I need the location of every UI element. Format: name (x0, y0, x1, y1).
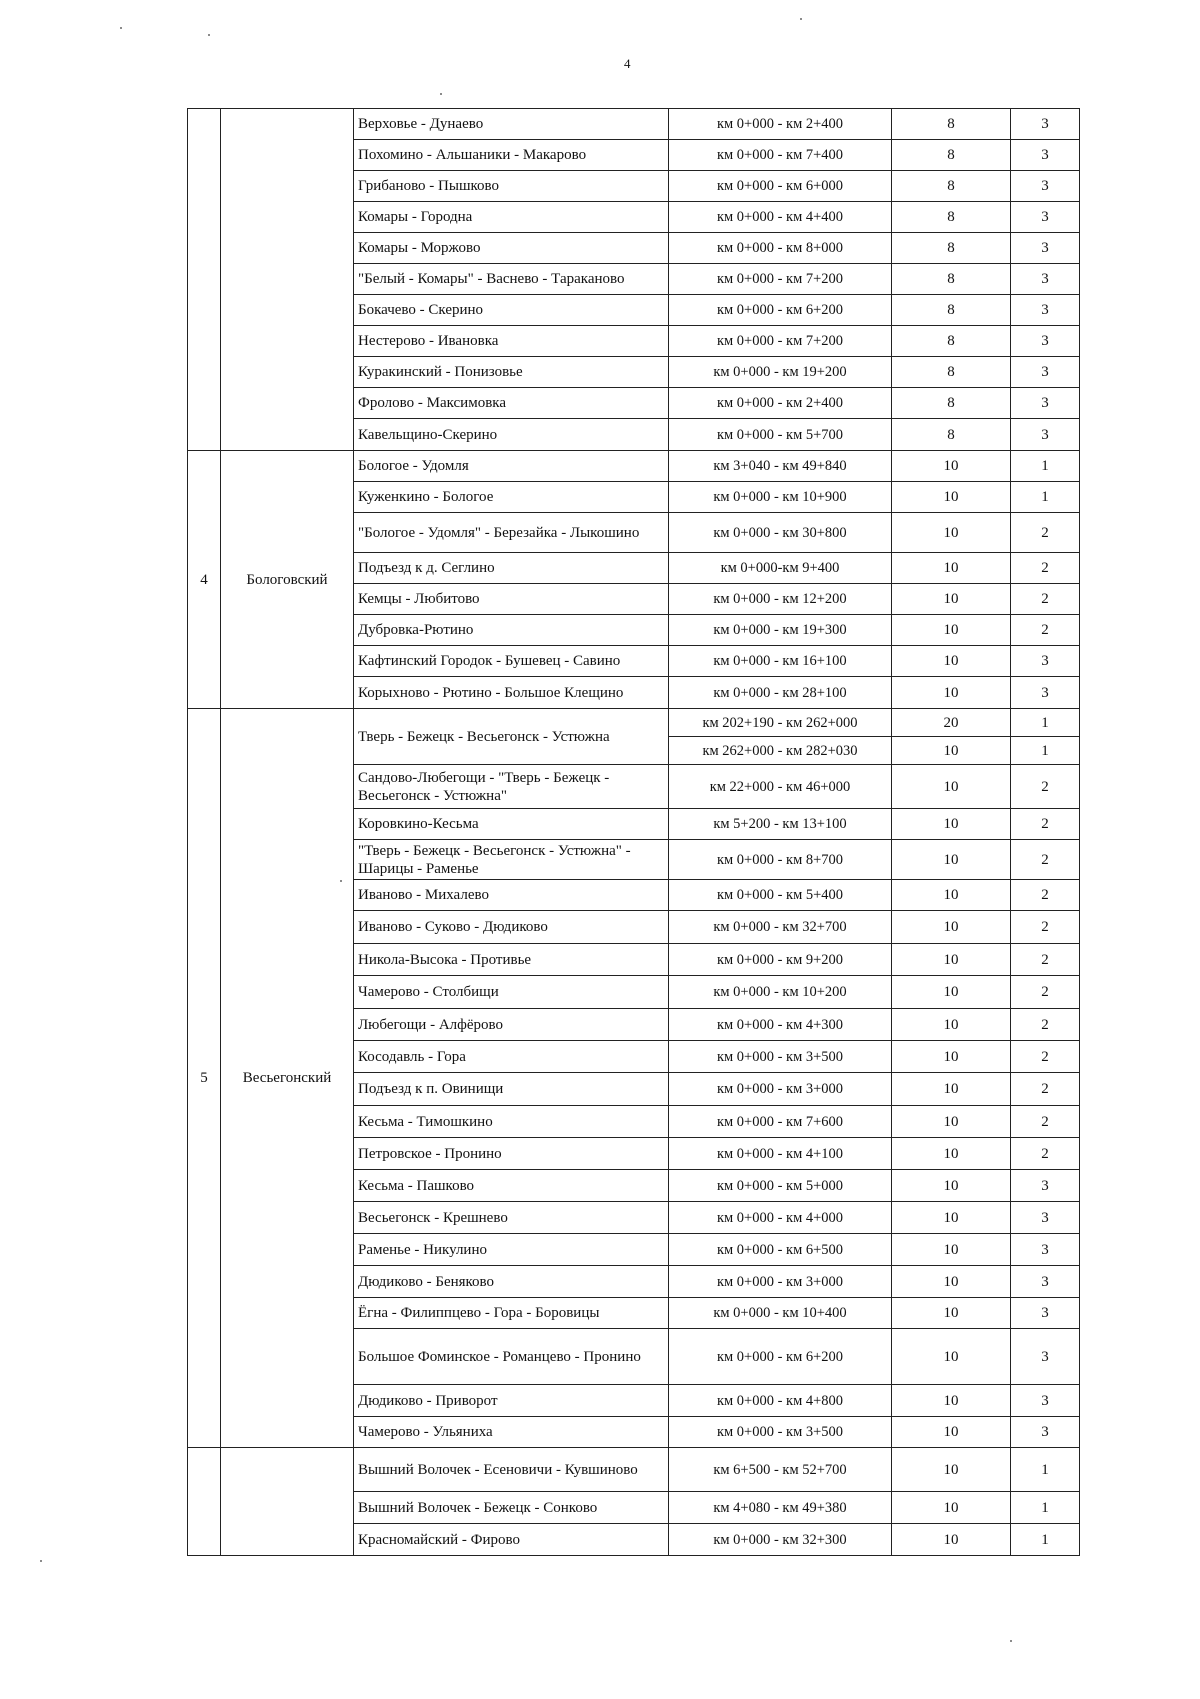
km-range: км 0+000 - км 2+400 (669, 388, 892, 419)
road-category: 3 (1011, 1329, 1080, 1385)
km-range: км 0+000 - км 4+800 (669, 1385, 892, 1417)
road-name: "Белый - Комары" - Васнево - Тараканово (354, 264, 669, 295)
km-range: км 0+000 - км 10+400 (669, 1298, 892, 1329)
axle-load: 10 (892, 1202, 1011, 1234)
road-category: 2 (1011, 765, 1080, 809)
road-name: Куженкино - Бологое (354, 482, 669, 513)
axle-load: 10 (892, 1524, 1011, 1556)
axle-load: 10 (892, 1385, 1011, 1417)
road-name: "Тверь - Бежецк - Весьегонск - Устюжна" - Шарицы - Раменье (354, 840, 669, 880)
axle-load: 10 (892, 911, 1011, 944)
km-range: км 0+000 - км 3+000 (669, 1073, 892, 1106)
road-name: Чамерово - Столбищи (354, 976, 669, 1009)
axle-load: 10 (892, 646, 1011, 677)
road-name: Иваново - Михалево (354, 880, 669, 911)
road-category: 2 (1011, 1138, 1080, 1170)
district-name: Весьегонский (221, 709, 354, 1448)
road-name: Большое Фоминское - Романцево - Пронино (354, 1329, 669, 1385)
axle-load: 8 (892, 202, 1011, 233)
km-range: км 0+000 - км 16+100 (669, 646, 892, 677)
axle-load: 10 (892, 809, 1011, 840)
road-category: 2 (1011, 1041, 1080, 1073)
road-name: Кавельщино-Скерино (354, 419, 669, 451)
km-range: км 0+000 - км 32+700 (669, 911, 892, 944)
road-name: Никола-Высока - Противье (354, 944, 669, 976)
road-category: 2 (1011, 553, 1080, 584)
km-range: км 0+000 - км 5+000 (669, 1170, 892, 1202)
axle-load: 8 (892, 233, 1011, 264)
road-name: Бологое - Удомля (354, 451, 669, 482)
district-name: Бологовский (221, 451, 354, 709)
scan-speck (1010, 1640, 1012, 1642)
road-category: 3 (1011, 233, 1080, 264)
road-category: 1 (1011, 1524, 1080, 1556)
scan-speck (208, 34, 210, 36)
road-name: Любегощи - Алфёрово (354, 1009, 669, 1041)
road-name: "Бологое - Удомля" - Березайка - Лыкошино (354, 513, 669, 553)
district-name (221, 1448, 354, 1556)
road-category: 2 (1011, 809, 1080, 840)
km-range: км 0+000 - км 9+200 (669, 944, 892, 976)
road-category: 2 (1011, 880, 1080, 911)
km-range: км 0+000 - км 4+100 (669, 1138, 892, 1170)
road-name: Подъезд к д. Сеглино (354, 553, 669, 584)
road-name: Комары - Городна (354, 202, 669, 233)
axle-load: 8 (892, 171, 1011, 202)
road-name: Ёгна - Филиппцево - Гора - Боровицы (354, 1298, 669, 1329)
road-name: Раменье - Никулино (354, 1234, 669, 1266)
km-range: км 262+000 - км 282+030 (669, 737, 892, 765)
page-number: 4 (624, 56, 631, 71)
road-category: 3 (1011, 1234, 1080, 1266)
km-range: км 0+000 - км 28+100 (669, 677, 892, 709)
district-number (188, 1448, 221, 1556)
road-category: 3 (1011, 1417, 1080, 1448)
road-name: Чамерово - Ульяниха (354, 1417, 669, 1448)
road-name: Кесьма - Тимошкино (354, 1106, 669, 1138)
km-range: км 0+000 - км 3+000 (669, 1266, 892, 1298)
km-range: км 0+000 - км 5+700 (669, 419, 892, 451)
axle-load: 10 (892, 1234, 1011, 1266)
axle-load: 10 (892, 451, 1011, 482)
road-category: 2 (1011, 615, 1080, 646)
km-range: км 6+500 - км 52+700 (669, 1448, 892, 1492)
axle-load: 10 (892, 840, 1011, 880)
km-range: км 0+000-км 9+400 (669, 553, 892, 584)
scan-speck (800, 18, 802, 20)
km-range: км 0+000 - км 6+000 (669, 171, 892, 202)
road-category: 1 (1011, 737, 1080, 765)
district-number: 5 (188, 709, 221, 1448)
axle-load: 10 (892, 1417, 1011, 1448)
axle-load: 10 (892, 1073, 1011, 1106)
road-category: 3 (1011, 677, 1080, 709)
road-category: 2 (1011, 911, 1080, 944)
road-category: 1 (1011, 482, 1080, 513)
table-row (188, 451, 1080, 482)
road-category: 2 (1011, 513, 1080, 553)
km-range: км 0+000 - км 32+300 (669, 1524, 892, 1556)
road-category: 3 (1011, 357, 1080, 388)
road-name: Кемцы - Любитово (354, 584, 669, 615)
road-category: 2 (1011, 840, 1080, 880)
road-category: 3 (1011, 1170, 1080, 1202)
km-range: км 0+000 - км 7+600 (669, 1106, 892, 1138)
road-category: 1 (1011, 1448, 1080, 1492)
table-row (188, 1448, 1080, 1492)
road-category: 3 (1011, 1266, 1080, 1298)
axle-load: 10 (892, 944, 1011, 976)
road-category: 3 (1011, 646, 1080, 677)
km-range: км 0+000 - км 10+900 (669, 482, 892, 513)
axle-load: 8 (892, 326, 1011, 357)
road-name: Вышний Волочек - Бежецк - Сонково (354, 1492, 669, 1524)
axle-load: 10 (892, 1106, 1011, 1138)
axle-load: 10 (892, 1009, 1011, 1041)
road-category: 3 (1011, 140, 1080, 171)
road-name: Кафтинский Городок - Бушевец - Савино (354, 646, 669, 677)
road-name: Дюдиково - Беняково (354, 1266, 669, 1298)
road-category: 1 (1011, 451, 1080, 482)
road-category: 1 (1011, 709, 1080, 737)
road-category: 2 (1011, 1106, 1080, 1138)
axle-load: 8 (892, 388, 1011, 419)
km-range: км 0+000 - км 19+300 (669, 615, 892, 646)
axle-load: 8 (892, 357, 1011, 388)
road-name: Грибаново - Пышково (354, 171, 669, 202)
road-name: Верховье - Дунаево (354, 109, 669, 140)
road-name: Нестерово - Ивановка (354, 326, 669, 357)
axle-load: 10 (892, 1138, 1011, 1170)
scan-speck (440, 93, 442, 95)
axle-load: 10 (892, 584, 1011, 615)
axle-load: 8 (892, 264, 1011, 295)
axle-load: 8 (892, 140, 1011, 171)
axle-load: 10 (892, 677, 1011, 709)
km-range: км 0+000 - км 12+200 (669, 584, 892, 615)
road-name: Сандово-Любегощи - "Тверь - Бежецк - Весьегонск - Устюжна" (354, 765, 669, 809)
road-category: 2 (1011, 1073, 1080, 1106)
km-range: км 0+000 - км 3+500 (669, 1041, 892, 1073)
axle-load: 10 (892, 1448, 1011, 1492)
axle-load: 10 (892, 482, 1011, 513)
road-name: Коровкино-Кесьма (354, 809, 669, 840)
km-range: км 0+000 - км 5+400 (669, 880, 892, 911)
road-category: 1 (1011, 1492, 1080, 1524)
road-name: Красномайский - Фирово (354, 1524, 669, 1556)
km-range: км 5+200 - км 13+100 (669, 809, 892, 840)
road-category: 3 (1011, 171, 1080, 202)
km-range: км 0+000 - км 4+300 (669, 1009, 892, 1041)
km-range: км 0+000 - км 8+000 (669, 233, 892, 264)
axle-load: 10 (892, 1266, 1011, 1298)
km-range: км 0+000 - км 4+000 (669, 1202, 892, 1234)
road-name: Дубровка-Рютино (354, 615, 669, 646)
table-row (188, 109, 1080, 140)
km-range: км 0+000 - км 3+500 (669, 1417, 892, 1448)
road-category: 2 (1011, 944, 1080, 976)
road-category: 3 (1011, 1202, 1080, 1234)
km-range: км 3+040 - км 49+840 (669, 451, 892, 482)
road-name: Похомино - Альшаники - Макарово (354, 140, 669, 171)
scan-speck (40, 1560, 42, 1562)
roads-table (187, 108, 1080, 1556)
road-category: 3 (1011, 1385, 1080, 1417)
axle-load: 8 (892, 109, 1011, 140)
road-name: Петровское - Пронино (354, 1138, 669, 1170)
km-range: км 202+190 - км 262+000 (669, 709, 892, 737)
km-range: км 0+000 - км 7+200 (669, 326, 892, 357)
road-category: 3 (1011, 264, 1080, 295)
axle-load: 10 (892, 976, 1011, 1009)
km-range: км 0+000 - км 10+200 (669, 976, 892, 1009)
axle-load: 10 (892, 880, 1011, 911)
axle-load: 10 (892, 513, 1011, 553)
km-range: км 0+000 - км 6+500 (669, 1234, 892, 1266)
scan-speck (340, 880, 342, 882)
district-number: 4 (188, 451, 221, 709)
km-range: км 0+000 - км 6+200 (669, 1329, 892, 1385)
road-name: Куракинский - Понизовье (354, 357, 669, 388)
km-range: км 0+000 - км 7+400 (669, 140, 892, 171)
road-name: Фролово - Максимовка (354, 388, 669, 419)
road-category: 3 (1011, 109, 1080, 140)
road-category: 3 (1011, 295, 1080, 326)
district-number (188, 109, 221, 451)
axle-load: 10 (892, 737, 1011, 765)
road-category: 3 (1011, 326, 1080, 357)
km-range: км 0+000 - км 8+700 (669, 840, 892, 880)
road-name: Вышний Волочек - Есеновичи - Кувшиново (354, 1448, 669, 1492)
road-name: Кесьма - Пашково (354, 1170, 669, 1202)
road-category: 2 (1011, 976, 1080, 1009)
km-range: км 0+000 - км 4+400 (669, 202, 892, 233)
road-name: Весьегонск - Крешнево (354, 1202, 669, 1234)
axle-load: 10 (892, 1492, 1011, 1524)
km-range: км 22+000 - км 46+000 (669, 765, 892, 809)
axle-load: 10 (892, 553, 1011, 584)
km-range: км 0+000 - км 30+800 (669, 513, 892, 553)
road-category: 2 (1011, 1009, 1080, 1041)
road-name: Тверь - Бежецк - Весьегонск - Устюжна (354, 709, 669, 765)
km-range: км 0+000 - км 7+200 (669, 264, 892, 295)
axle-load: 10 (892, 615, 1011, 646)
district-name (221, 109, 354, 451)
scan-speck (120, 27, 122, 29)
road-category: 2 (1011, 584, 1080, 615)
km-range: км 0+000 - км 19+200 (669, 357, 892, 388)
road-name: Корыхново - Рютино - Большое Клещино (354, 677, 669, 709)
road-name: Иваново - Суково - Дюдиково (354, 911, 669, 944)
road-category: 3 (1011, 1298, 1080, 1329)
km-range: км 0+000 - км 6+200 (669, 295, 892, 326)
axle-load: 10 (892, 1298, 1011, 1329)
road-name: Подъезд к п. Овинищи (354, 1073, 669, 1106)
road-name: Дюдиково - Приворот (354, 1385, 669, 1417)
axle-load: 10 (892, 765, 1011, 809)
km-range: км 4+080 - км 49+380 (669, 1492, 892, 1524)
road-name: Комары - Моржово (354, 233, 669, 264)
axle-load: 10 (892, 1170, 1011, 1202)
road-category: 3 (1011, 388, 1080, 419)
axle-load: 8 (892, 419, 1011, 451)
axle-load: 10 (892, 1041, 1011, 1073)
axle-load: 20 (892, 709, 1011, 737)
km-range: км 0+000 - км 2+400 (669, 109, 892, 140)
axle-load: 10 (892, 1329, 1011, 1385)
road-category: 3 (1011, 419, 1080, 451)
axle-load: 8 (892, 295, 1011, 326)
road-name: Бокачево - Скерино (354, 295, 669, 326)
road-category: 3 (1011, 202, 1080, 233)
table-row (188, 709, 1080, 737)
road-name: Косодавль - Гора (354, 1041, 669, 1073)
